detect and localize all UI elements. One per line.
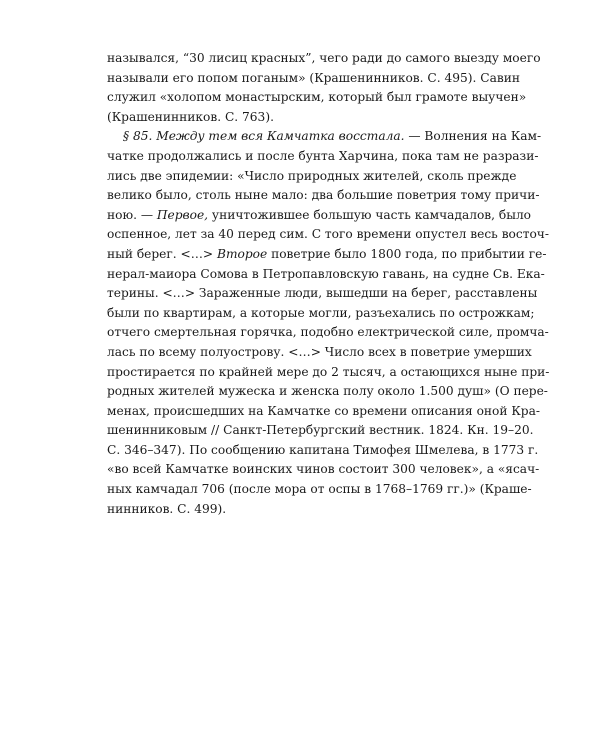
text-line <box>107 88 527 108</box>
text-run: велико было, столь ныне мало: два большие поветрия тому причи- <box>107 188 540 203</box>
text-line <box>107 363 550 383</box>
text-run: ною. — <box>107 207 157 222</box>
text-line <box>107 167 517 187</box>
text-line <box>107 402 540 422</box>
text-line <box>107 69 520 89</box>
text-line <box>107 441 539 461</box>
text-run: шенинниковым // Санкт-Петербургский вестник. 1824. Кн. 19–20. <box>107 423 534 438</box>
text-line <box>107 206 532 226</box>
text-run: назывался, “30 лисиц красных”, чего ради до самого выезду моего <box>107 51 541 65</box>
text-line <box>107 343 532 363</box>
text-run: чатке продолжались и после бунта Харчина, пока там не разрази- <box>107 148 539 163</box>
text-run: были по квартирам, а которые могли, разъехались по острожкам; <box>107 305 535 320</box>
text-line <box>107 480 532 500</box>
text-run: лась по всему полуострову. <…> Число всех в поветрие умерших <box>107 344 532 359</box>
text-run: отчего смертельная горячка, подобно електрической силе, промча- <box>107 325 549 340</box>
text-line <box>107 245 547 265</box>
text-run: служил «холопом монастырским, который был грамоте выучен» <box>107 90 527 105</box>
text-run: «во всей Камчатке воинских чинов состоит 300 человек», а «ясач- <box>107 462 540 477</box>
text-run: уничтожившее большую часть камчадалов, было <box>208 207 532 222</box>
text-line <box>107 186 540 206</box>
italic-text-run: Второе <box>217 246 268 261</box>
text-run: — Волнения на Кам- <box>404 129 542 144</box>
text-line <box>107 323 549 343</box>
italic-text-run: Первое, <box>156 207 209 222</box>
text-run: менах, происшедших на Камчатке со времени описания оной Кра- <box>107 403 540 418</box>
text-line <box>107 460 540 480</box>
text-run: родных жителей мужеска и женска полу около 1.500 душ» (О пере- <box>107 384 548 399</box>
text-line <box>107 382 548 402</box>
text-line <box>107 147 539 167</box>
paragraph-continuation <box>107 49 541 127</box>
text-line <box>107 265 545 285</box>
paragraph-section-85 <box>107 127 550 519</box>
text-line <box>107 127 542 147</box>
text-run: называли его попом поганым» (Крашенинников. С. 495). Савин <box>107 70 520 85</box>
text-run: нинников. С. 499). <box>107 501 227 516</box>
footnote-text-block <box>107 49 550 519</box>
text-line <box>107 304 535 324</box>
text-run: С. 346–347). По сообщению капитана Тимофея Шмелева, в 1773 г. <box>107 442 539 457</box>
text-run: ный берег. <…> <box>107 246 218 261</box>
text-line <box>107 49 541 69</box>
text-line <box>107 421 534 441</box>
text-run: терины. <…> Зараженные люди, вышедши на берег, расставлены <box>107 286 538 301</box>
text-run: ных камчадал 706 (после мора от оспы в 1768–1769 гг.)» (Краше- <box>107 482 532 497</box>
text-run: лись две эпидемии: «Число природных жителей, сколь прежде <box>107 168 517 183</box>
text-run: (Крашенинников. С. 763). <box>107 109 274 124</box>
italic-text-run: § 85. Между тем вся Камчатка восстала. <box>123 129 405 144</box>
text-line <box>107 284 538 304</box>
text-run: оспенное, лет за 40 перед сим. С того времени опустел весь восточ- <box>107 227 549 242</box>
text-line <box>107 500 496 520</box>
text-line <box>107 108 496 128</box>
text-run: нерал-маиора Сомова в Петропавловскую гавань, на судне Св. Ека- <box>107 266 545 281</box>
text-run: поветрие было 1800 года, по прибытии ге- <box>267 246 547 261</box>
text-line <box>107 225 549 245</box>
text-run: простирается по крайней мере до 2 тысяч, а остающихся ныне при- <box>107 364 550 379</box>
